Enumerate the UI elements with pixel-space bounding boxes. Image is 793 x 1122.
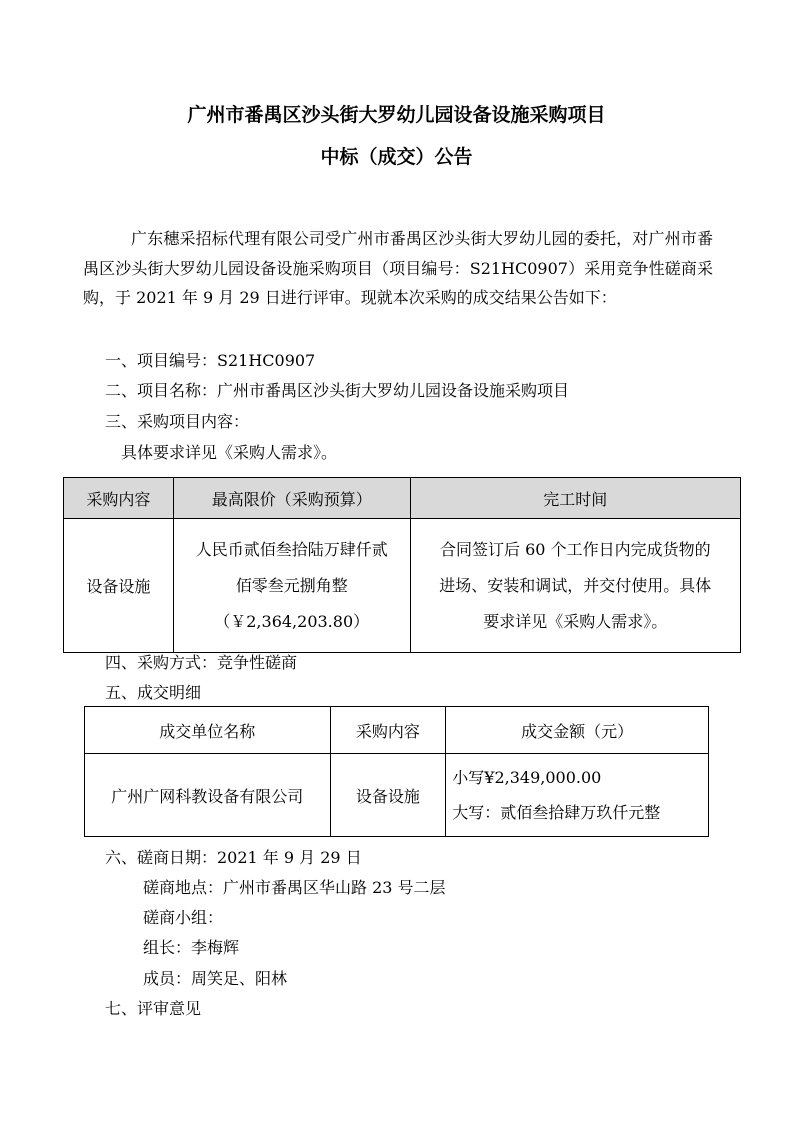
consultation-place: 磋商地点：广州市番禺区华山路 23 号二层 (143, 878, 446, 897)
time-line: 进场、安装和调试，并交付使用。具体 (439, 575, 712, 595)
header-cell: 最高限价（采购预算） (173, 478, 410, 519)
transaction-table (84, 706, 709, 837)
budget-line: 佰零叁元捌角整 (235, 575, 348, 595)
section-project-name: 二、项目名称：广州市番禺区沙头街大罗幼儿园设备设施采购项目 (105, 381, 570, 400)
time-line: 要求详见《采购人需求》。 (483, 611, 668, 631)
section-procurement-content: 三、采购项目内容： (105, 412, 250, 431)
section-procurement-method: 四、采购方式：竞争性磋商 (105, 653, 298, 672)
amount-cell (446, 754, 709, 837)
budget-table (63, 477, 741, 653)
completion-time-cell (410, 519, 740, 653)
amount-big: 大写：贰佰叁拾肆万玖仟元整 (452, 803, 661, 822)
table-row (85, 754, 709, 837)
budget-line: （￥2,364,203.80） (214, 611, 370, 631)
content-cell: 设备设施 (330, 754, 446, 837)
header-cell: 完工时间 (410, 478, 740, 519)
section-consultation-date: 六、磋商日期：2021 年 9 月 29 日 (105, 848, 362, 867)
header-cell: 成交单位名称 (85, 707, 331, 754)
amount-small: 小写¥2,349,000.00 (452, 768, 602, 787)
content-cell: 设备设施 (64, 519, 174, 653)
intro-paragraph: 广东穗采招标代理有限公司受广州市番禺区沙头街大罗幼儿园的委托，对广州市番禺区沙头街大罗幼儿园设备设施采购项目（项目编号：S21HC0907）采用竞争性磋商采购，于 2021 年 9 月 29 日进行评审。现就本次采购的成交结果公告如下： (83, 229, 713, 307)
table-row (64, 519, 741, 653)
section-review-opinion: 七、评审意见 (105, 999, 202, 1018)
doc-title-line2: 中标（成交）公告 (320, 146, 473, 168)
header-cell: 采购内容 (330, 707, 446, 754)
section-project-number: 一、项目编号：S21HC0907 (105, 351, 316, 370)
group-members: 成员：周笑足、阳林 (143, 969, 288, 988)
supplier-cell: 广州广网科教设备有限公司 (85, 754, 331, 837)
table-header-row (64, 478, 741, 519)
budget-cell (173, 519, 410, 653)
table-header-row (85, 707, 709, 754)
header-cell: 采购内容 (64, 478, 174, 519)
group-leader: 组长：李梅辉 (143, 938, 240, 957)
section-transaction-detail: 五、成交明细 (105, 683, 202, 702)
header-cell: 成交金额（元） (446, 707, 709, 754)
consultation-group: 磋商小组： (143, 908, 224, 927)
time-line: 合同签订后 60 个工作日内完成货物的 (440, 539, 711, 559)
budget-line: 人民币贰佰叁拾陆万肆仟贰 (195, 539, 388, 559)
section-requirement-note: 具体要求详见《采购人需求》。 (121, 443, 338, 462)
doc-title-line1: 广州市番禺区沙头街大罗幼儿园设备设施采购项目 (187, 104, 606, 126)
